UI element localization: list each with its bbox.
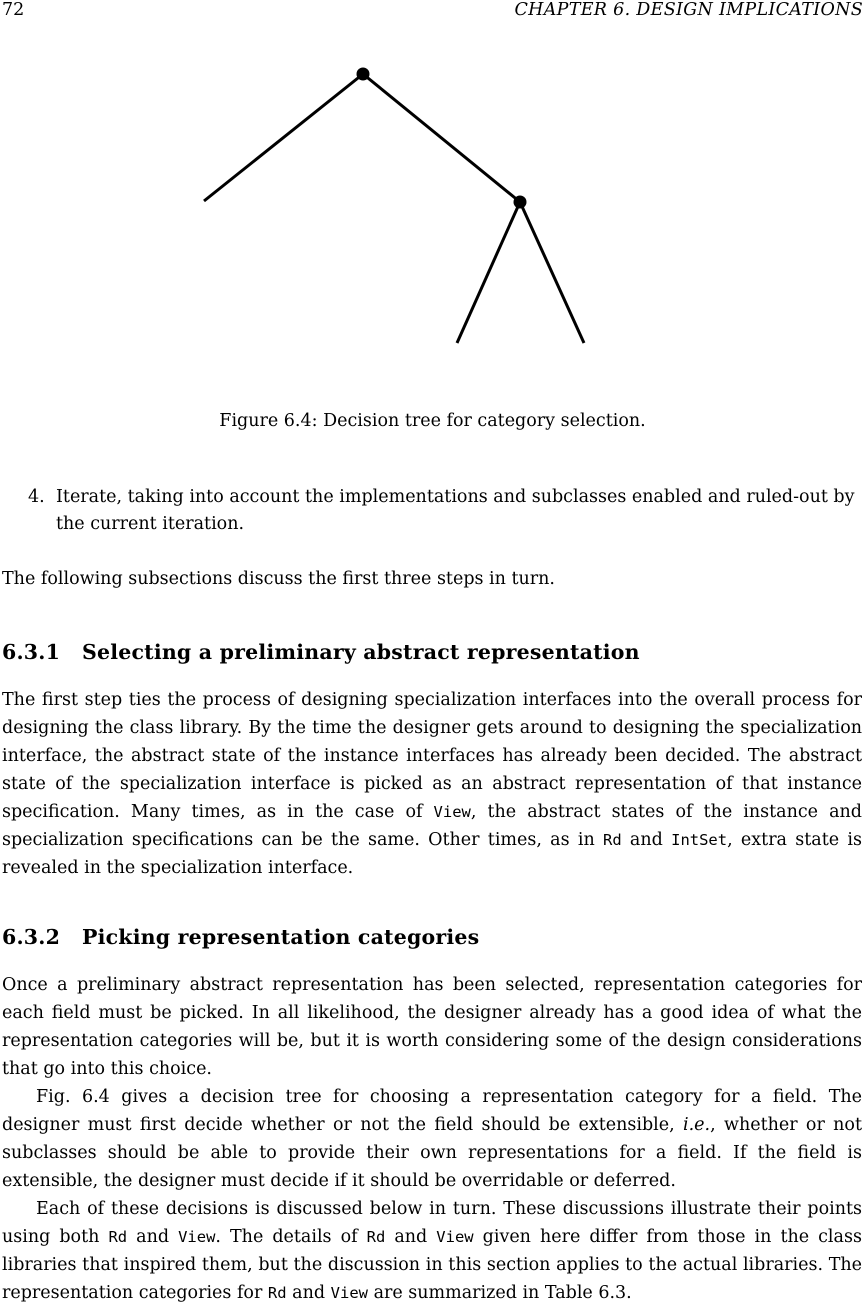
code-rd: Rd — [108, 1228, 128, 1246]
text-run: and — [629, 830, 663, 850]
code-rd: Rd — [366, 1228, 386, 1246]
section-title: Picking representation categories — [82, 925, 480, 949]
code-rd: Rd — [267, 1284, 287, 1302]
section-number: 6.3.2 — [2, 925, 61, 949]
tree-edge-root-left — [204, 74, 363, 201]
text-run: , the abstract states of the instance and specialization specifications can be the same. Other times, as in — [2, 802, 862, 850]
text-run: , extra state is revealed in the specialization interface. — [2, 830, 862, 878]
paragraph-6-3-2-a: Once a preliminary abstract representation has been selected, representation categories for each field must be picked. In all likelihood, the designer already has a good idea of what the representation categories will be, but it is worth considering some of the design considerations that go into this choice. — [2, 975, 862, 1079]
list-item-number: 4. — [28, 487, 45, 507]
section-title: Selecting a preliminary abstract representation — [82, 640, 640, 664]
code-view: View — [433, 803, 471, 821]
page-number: 72 — [2, 0, 25, 20]
code-view: View — [330, 1284, 368, 1302]
code-rd: Rd — [602, 831, 622, 849]
tree-edge-inner-left — [457, 202, 520, 343]
text-ie: i.e. — [683, 1115, 711, 1135]
section-heading-6-3-2 — [2, 925, 479, 949]
decision-tree-figure — [0, 0, 865, 400]
list-item-text: Iterate, taking into account the implementations and subclasses enabled and ruled-out by the current iteration. — [56, 487, 855, 534]
text-run: given here differ from those in the class libraries that inspired them, but the discussion in this section applies to the actual libraries. The representation categories for — [2, 1227, 862, 1303]
code-intset: IntSet — [671, 831, 728, 849]
code-view: View — [178, 1228, 216, 1246]
section-number: 6.3.1 — [2, 640, 61, 664]
text-run: , whether or not subclasses should be able to provide their own representations for a field. If the field is extensible, the designer must decide if it should be overridable or deferred. — [2, 1115, 862, 1191]
tree-node-inner — [514, 196, 527, 209]
paragraph-6-3-2-c — [2, 1195, 862, 1307]
tree-edge-root-right — [363, 74, 520, 202]
figure-caption: Figure 6.4: Decision tree for category selection. — [219, 411, 646, 431]
paragraph-6-3-1 — [2, 686, 862, 882]
text-run: Fig. 6.4 gives a decision tree for choosing a representation category for a field. The designer must first decide whether or not the field should be extensible, — [2, 1087, 862, 1135]
text-run: The first step ties the process of designing specialization interfaces into the overall process for designing the class library. By the time the designer gets around to designing the specialization interface, the abstract state of the instance interfaces has already been decided. The abstract state of the specialization interface is picked as an abstract representation of that instance specification. Many times, as in the case of — [2, 690, 862, 822]
paragraph-6-3-2-b — [2, 1083, 862, 1195]
section-heading-6-3-1 — [2, 640, 640, 664]
text-run: are summarized in Table 6.3. — [373, 1283, 632, 1303]
tree-edge-inner-right — [520, 202, 584, 343]
running-title: CHAPTER 6. DESIGN IMPLICATIONS — [514, 0, 863, 20]
tree-node-root — [357, 68, 370, 81]
code-view: View — [436, 1228, 474, 1246]
text-run: and — [292, 1283, 326, 1303]
text-run: . The details of — [215, 1227, 358, 1247]
text-run: and — [136, 1227, 170, 1247]
text-run: and — [394, 1227, 428, 1247]
intro-paragraph: The following subsections discuss the first three steps in turn. — [2, 569, 555, 589]
text-run: Each of these decisions is discussed below in turn. These discussions illustrate their points using both — [2, 1199, 862, 1247]
